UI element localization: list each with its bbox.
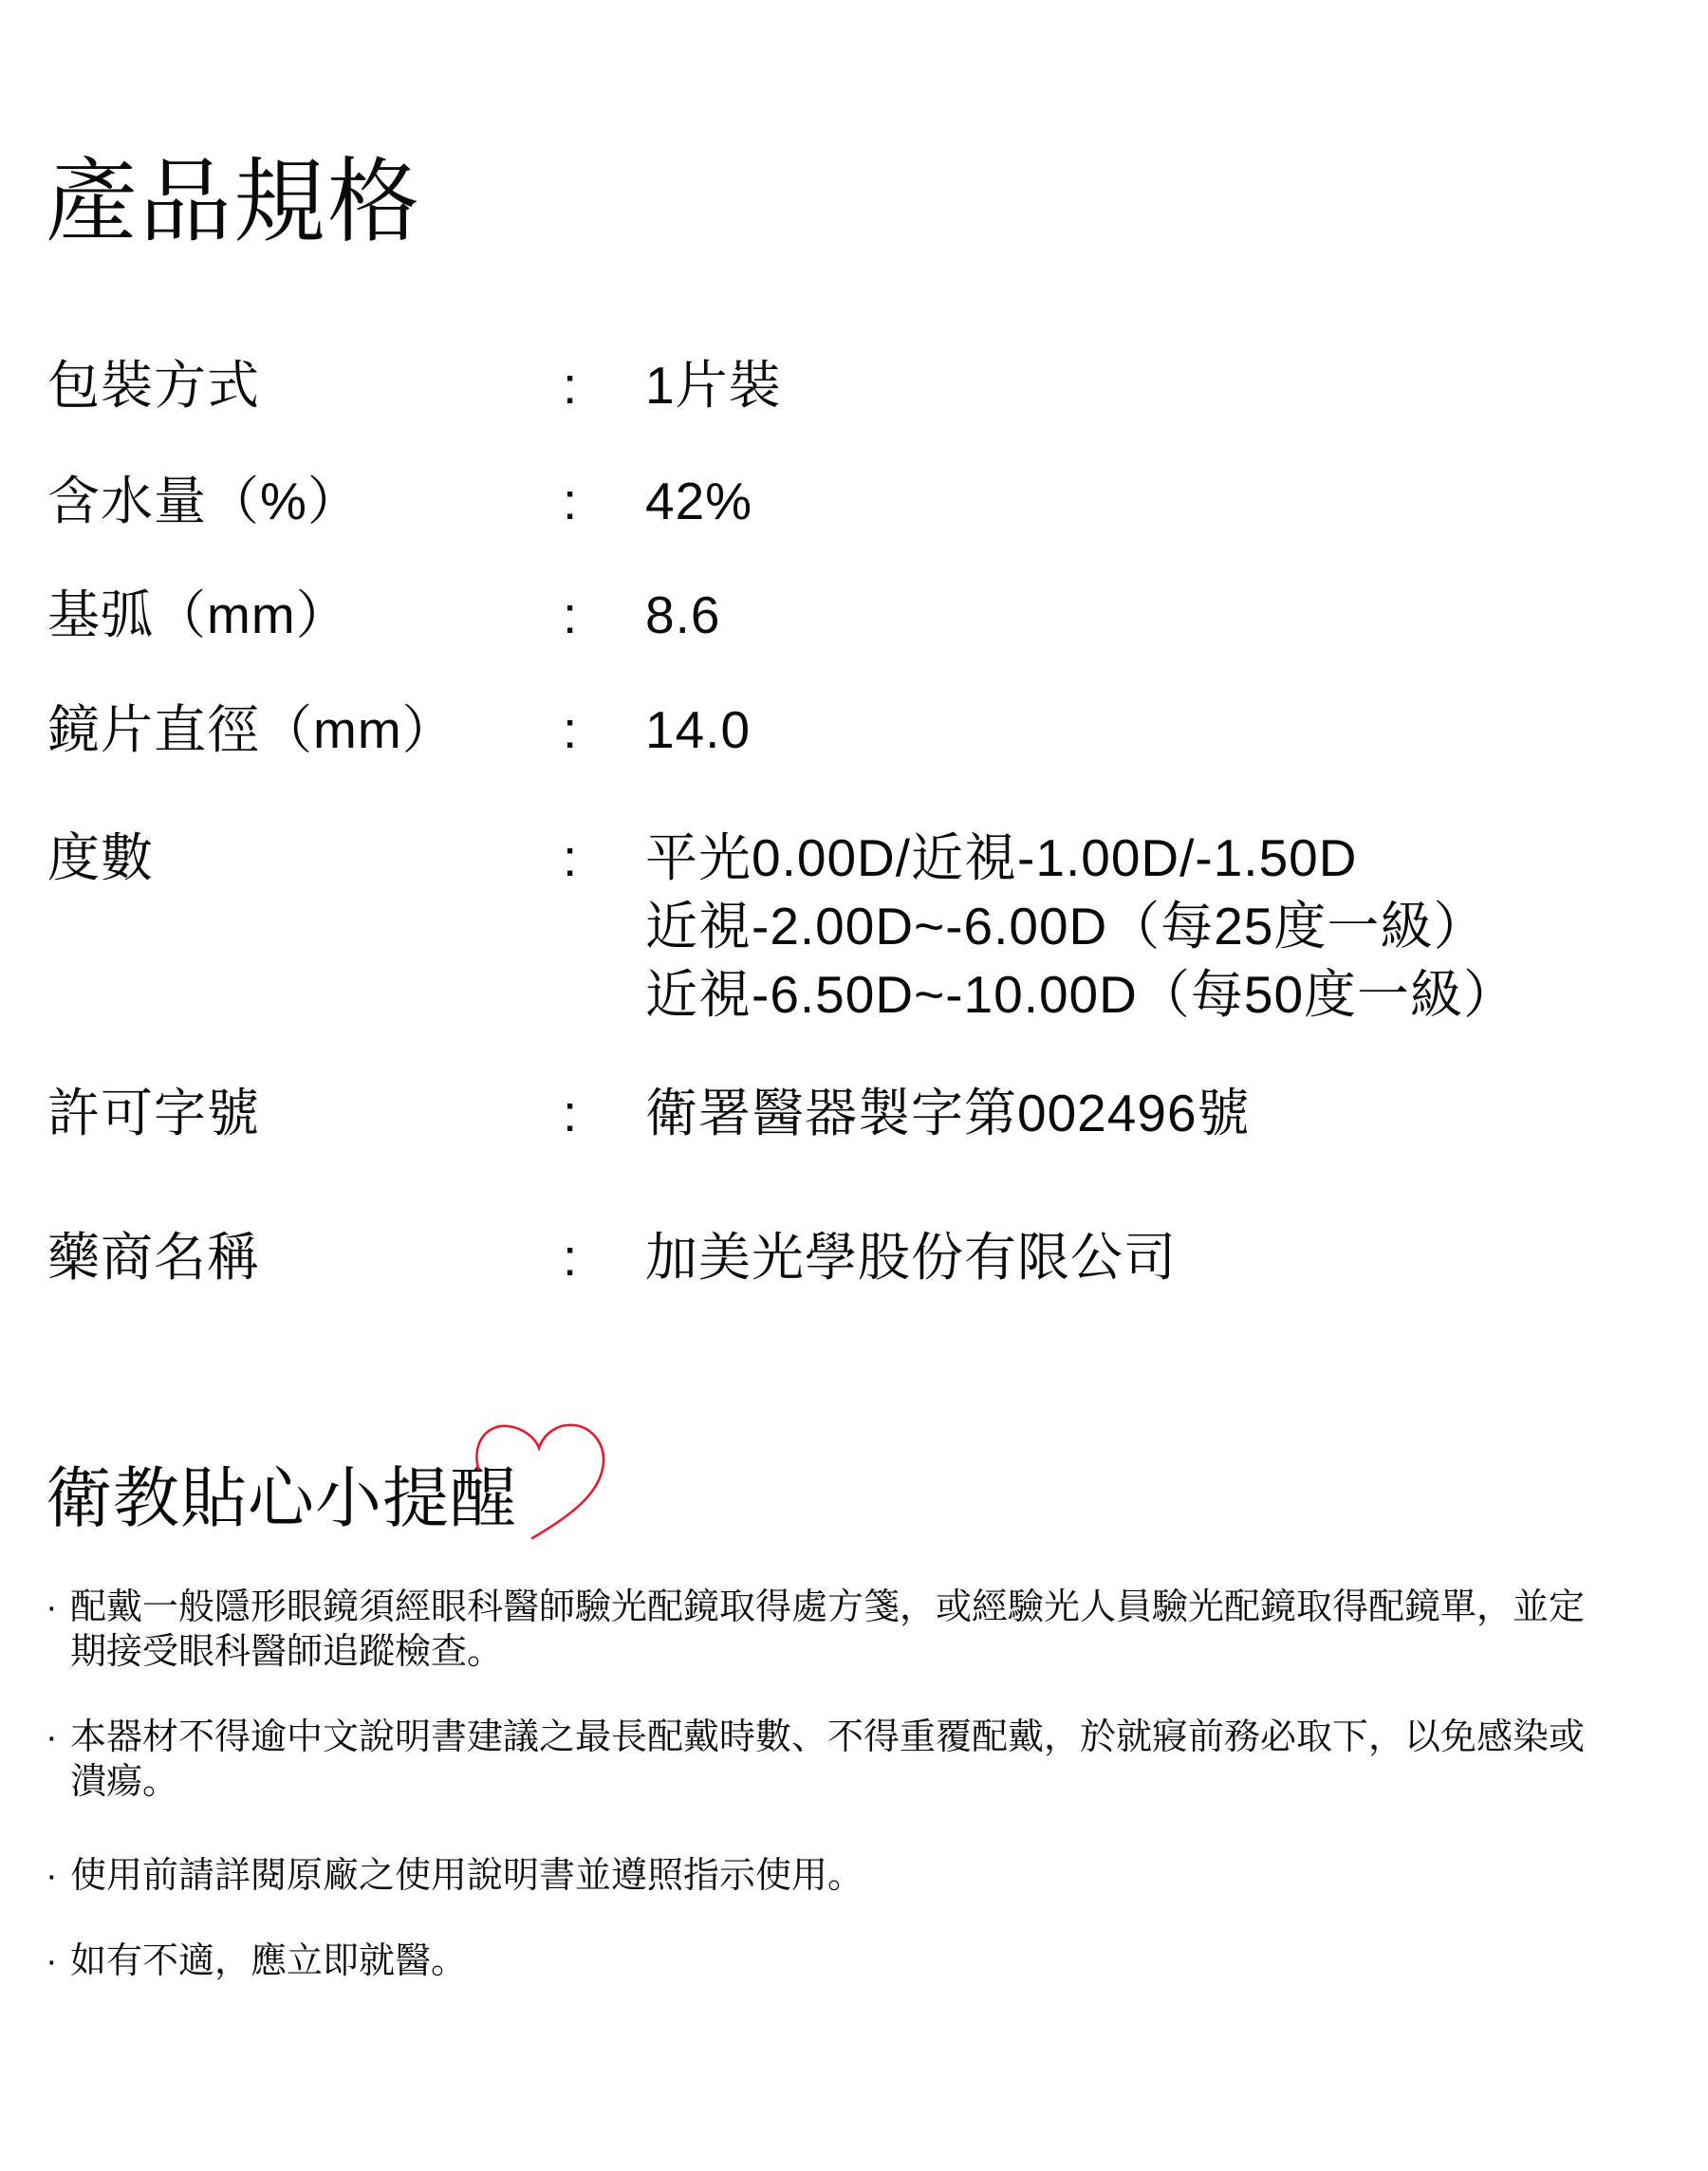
spec-row-base-curve <box>0 586 1708 643</box>
spec-label: 鏡片直徑（mm） <box>47 700 455 759</box>
spec-row-packaging <box>0 357 1708 414</box>
spec-label: 含水量（%） <box>47 472 361 530</box>
spec-row-vendor <box>0 1229 1708 1286</box>
spec-label: 基弧（mm） <box>47 585 349 644</box>
spec-colon: : <box>563 356 578 415</box>
spec-row-water-content <box>0 473 1708 529</box>
spec-label: 度數 <box>47 828 155 887</box>
spec-colon: : <box>563 828 578 887</box>
spec-colon: : <box>563 585 578 644</box>
power-line: 平光0.00D/近視-1.00D/-1.50D <box>645 828 1358 887</box>
note-line: 潰瘍。 <box>70 1762 179 1802</box>
spec-value <box>645 824 1516 1029</box>
note-line: 期接受眼科醫師追蹤檢查。 <box>70 1632 504 1672</box>
note-text <box>70 1586 1585 1675</box>
spec-row-diameter <box>0 701 1708 758</box>
bullet-icon: · <box>46 1856 58 1896</box>
spec-colon: : <box>563 472 578 530</box>
spec-value: 8.6 <box>645 585 721 644</box>
note-line: 使用前請詳閱原廠之使用說明書並遵照指示使用。 <box>70 1856 864 1896</box>
spec-label: 包裝方式 <box>47 356 261 415</box>
spec-value: 衛署醫器製字第002496號 <box>645 1084 1251 1142</box>
note-line: 配戴一般隱形眼鏡須經眼科醫師驗光配鏡取得處方箋，或經驗光人員驗光配鏡取得配鏡單，並定 <box>70 1587 1586 1627</box>
spec-label: 藥商名稱 <box>47 1228 261 1287</box>
spec-value: 14.0 <box>645 700 752 759</box>
spec-value: 42% <box>645 472 753 530</box>
power-line: 近視-2.00D~-6.00D（每25度一級） <box>645 897 1487 956</box>
note-text <box>70 1939 467 1984</box>
note-line: 如有不適，應立即就醫。 <box>70 1941 468 1981</box>
spec-colon: : <box>563 700 578 759</box>
spec-row-power <box>0 824 1708 1032</box>
note-line: 本器材不得逾中文說明書建議之最長配戴時數、不得重覆配戴，於就寢前務必取下，以免感染或 <box>70 1717 1586 1757</box>
page-title: 產品規格 <box>46 150 421 253</box>
note-text <box>70 1854 863 1899</box>
note-text <box>70 1716 1585 1805</box>
bullet-icon: · <box>46 1587 58 1627</box>
bullet-icon: · <box>46 1717 58 1757</box>
spec-label: 許可字號 <box>47 1084 261 1142</box>
spec-value: 加美光學股份有限公司 <box>645 1228 1178 1287</box>
bullet-icon: · <box>46 1941 58 1981</box>
reminder-heading: 衛教貼心小提醒 <box>46 1461 517 1535</box>
spec-value: 1片裝 <box>645 356 782 415</box>
heart-icon <box>467 1418 611 1547</box>
power-line: 近視-6.50D~-10.00D（每50度一級） <box>645 965 1517 1024</box>
spec-colon: : <box>563 1228 578 1287</box>
spec-colon: : <box>563 1084 578 1142</box>
spec-row-license <box>0 1085 1708 1141</box>
